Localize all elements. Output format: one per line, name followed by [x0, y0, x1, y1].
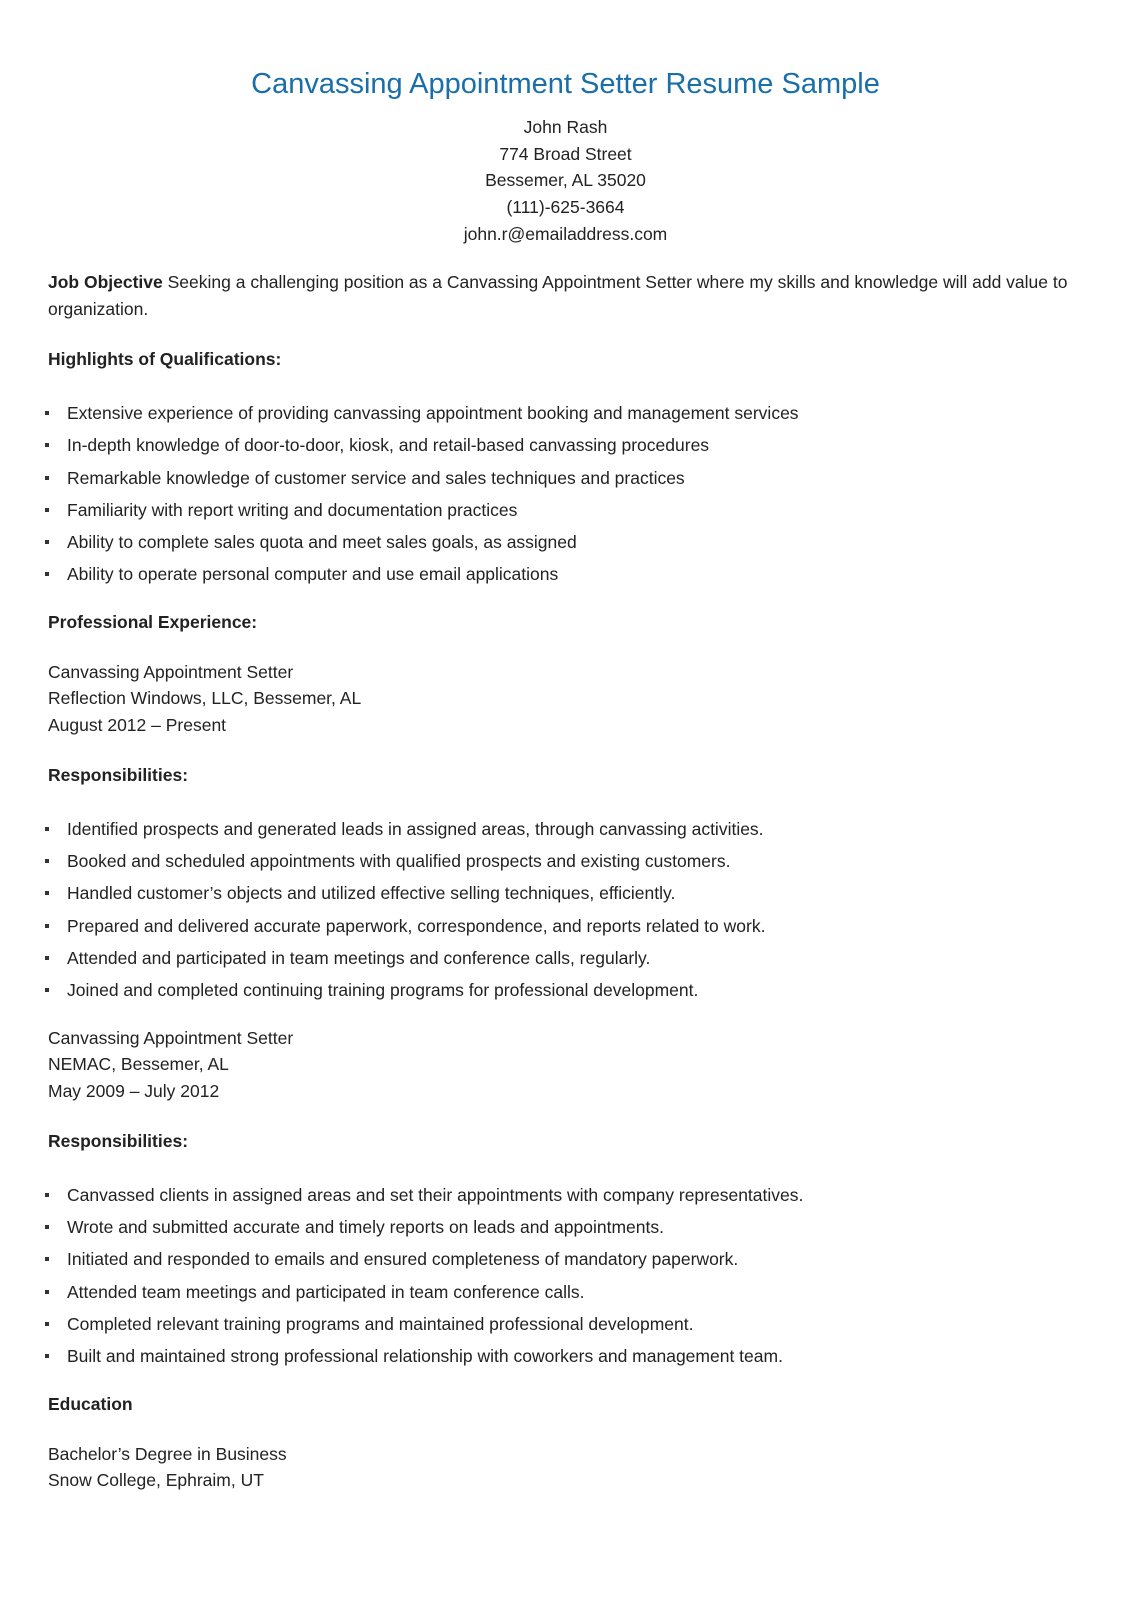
job-entry: [48, 659, 1088, 739]
experience-heading: Professional Experience:: [48, 611, 258, 632]
job-entry: [48, 1025, 1088, 1105]
list-item: Remarkable knowledge of customer service and sales techniques and practices: [48, 462, 1088, 494]
list-item: Ability to complete sales quota and meet sales goals, as assigned: [48, 526, 1088, 558]
list-item: Identified prospects and generated leads in assigned areas, through canvassing activities.: [48, 813, 1088, 845]
list-item: Initiated and responded to emails and ensured completeness of mandatory paperwork.: [48, 1243, 1088, 1275]
job-dates: August 2012 – Present: [48, 715, 227, 736]
list-item: Wrote and submitted accurate and timely reports on leads and appointments.: [48, 1211, 1088, 1243]
job-objective: [48, 269, 1088, 323]
list-item: Joined and completed continuing training programs for professional development.: [48, 974, 1088, 1006]
responsibilities-heading: Responsibilities:: [48, 1130, 189, 1151]
education-entry: [48, 1441, 1088, 1494]
resume-content: [48, 269, 1088, 1494]
education-heading: Education: [48, 1393, 133, 1414]
job-objective-text: Seeking a challenging position as a Canvassing Appointment Setter where my skills and knowledge will add value to organization.: [48, 272, 1068, 319]
list-item: Prepared and delivered accurate paperwork, correspondence, and reports related to work.: [48, 910, 1088, 942]
list-item: Built and maintained strong professional relationship with coworkers and management team.: [48, 1340, 1088, 1372]
contact-email: john.r@emailaddress.com: [463, 223, 668, 244]
education-degree: Bachelor’s Degree in Business: [48, 1443, 287, 1464]
responsibilities-heading: Responsibilities:: [48, 764, 189, 785]
job-dates: May 2009 – July 2012: [48, 1081, 220, 1102]
highlights-list: [48, 397, 1088, 591]
contact-name: John Rash: [523, 117, 608, 137]
education-school: Snow College, Ephraim, UT: [48, 1470, 264, 1491]
contact-phone: (111)-625-3664: [506, 197, 625, 218]
job-title: Canvassing Appointment Setter: [48, 661, 294, 682]
list-item: Familiarity with report writing and documentation practices: [48, 494, 1088, 526]
responsibilities-list: [48, 1179, 1088, 1373]
contact-block: [0, 114, 1131, 248]
list-item: In-depth knowledge of door-to-door, kiosk, and retail-based canvassing procedures: [48, 429, 1088, 461]
list-item: Ability to operate personal computer and use email applications: [48, 558, 1088, 590]
contact-street: 774 Broad Street: [499, 143, 632, 164]
list-item: Attended and participated in team meetings and conference calls, regularly.: [48, 942, 1088, 974]
list-item: Handled customer’s objects and utilized effective selling techniques, efficiently.: [48, 877, 1088, 909]
job-company: NEMAC, Bessemer, AL: [48, 1054, 229, 1075]
responsibilities-list: [48, 813, 1088, 1007]
job-objective-label: Job Objective: [48, 272, 163, 292]
job-company: Reflection Windows, LLC, Bessemer, AL: [48, 688, 362, 709]
list-item: Completed relevant training programs and maintained professional development.: [48, 1308, 1088, 1340]
list-item: Extensive experience of providing canvassing appointment booking and management services: [48, 397, 1088, 429]
list-item: Canvassed clients in assigned areas and set their appointments with company representatives.: [48, 1179, 1088, 1211]
contact-city: Bessemer, AL 35020: [485, 170, 646, 191]
job-title: Canvassing Appointment Setter: [48, 1027, 294, 1048]
list-item: Booked and scheduled appointments with qualified prospects and existing customers.: [48, 845, 1088, 877]
page-title: Canvassing Appointment Setter Resume Sample: [251, 68, 880, 100]
highlights-heading: Highlights of Qualifications:: [48, 349, 282, 369]
list-item: Attended team meetings and participated in team conference calls.: [48, 1276, 1088, 1308]
